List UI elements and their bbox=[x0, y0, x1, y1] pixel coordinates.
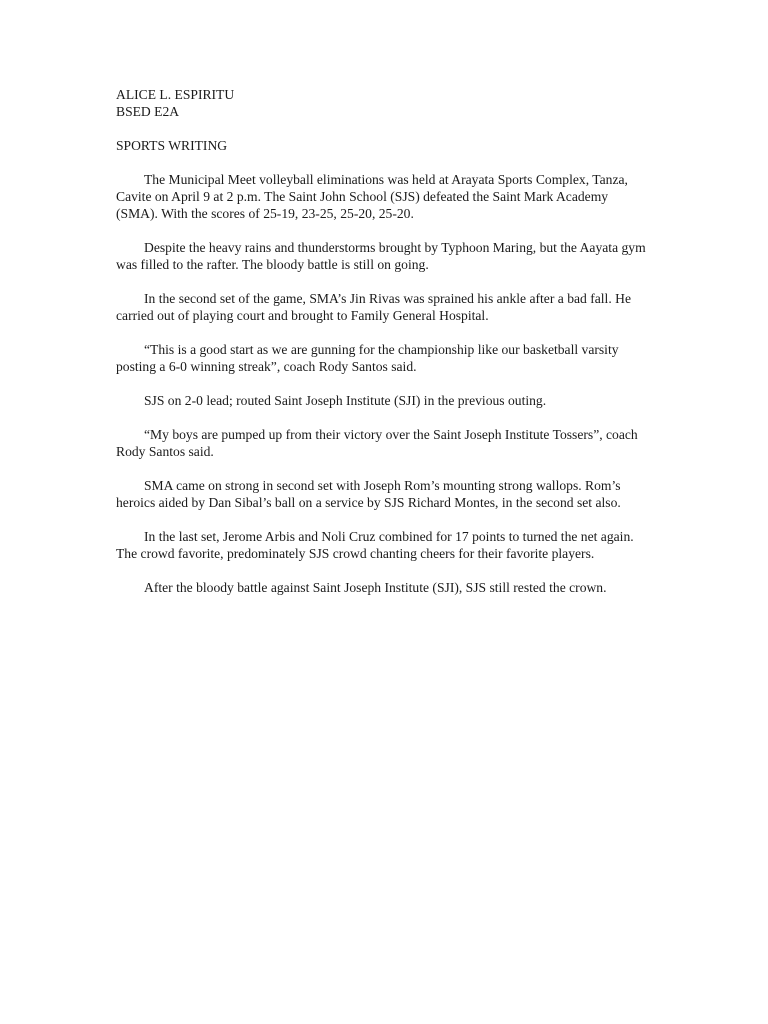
paragraph-2: Despite the heavy rains and thunderstorms brought by Typhoon Maring, but the Aayata gym was filled to the rafter. The bloody battle is still on going. bbox=[116, 240, 646, 272]
paragraph-4: “This is a good start as we are gunning for the championship like our basketball varsity posting a 6-0 winning streak”, coach Rody Santos said. bbox=[116, 342, 619, 374]
paragraph-5: SJS on 2-0 lead; routed Saint Joseph Institute (SJI) in the previous outing. bbox=[144, 393, 547, 408]
paragraph-7: SMA came on strong in second set with Joseph Rom’s mounting strong wallops. Rom’s heroics aided by Dan Sibal’s ball on a service by SJS Richard Montes, in the second set also. bbox=[116, 478, 621, 510]
paragraph-1: The Municipal Meet volleyball eliminations was held at Arayata Sports Complex, Tanza, Cavite on April 9 at 2 p.m. The Saint John School (SJS) defeated the Saint Mark Academy (SMA). With the scores of 25-19, 23-25, 25-20, 25-20. bbox=[116, 172, 628, 221]
paragraph-6: “My boys are pumped up from their victory over the Saint Joseph Institute Tossers”, coach Rody Santos said. bbox=[116, 427, 638, 459]
paragraph-3: In the second set of the game, SMA’s Jin Rivas was sprained his ankle after a bad fall. He carried out of playing court and brought to Family General Hospital. bbox=[116, 291, 631, 323]
paragraph-8: In the last set, Jerome Arbis and Noli Cruz combined for 17 points to turned the net again. The crowd favorite, predominately SJS crowd chanting cheers for their favorite players. bbox=[116, 529, 634, 561]
author-name: ALICE L. ESPIRITU bbox=[116, 87, 235, 102]
document-page bbox=[116, 86, 652, 613]
header-block bbox=[116, 86, 652, 120]
course-section: BSED E2A bbox=[116, 104, 180, 119]
paragraph-9: After the bloody battle against Saint Joseph Institute (SJI), SJS still rested the crown. bbox=[144, 580, 607, 595]
document-title: SPORTS WRITING bbox=[116, 138, 228, 153]
